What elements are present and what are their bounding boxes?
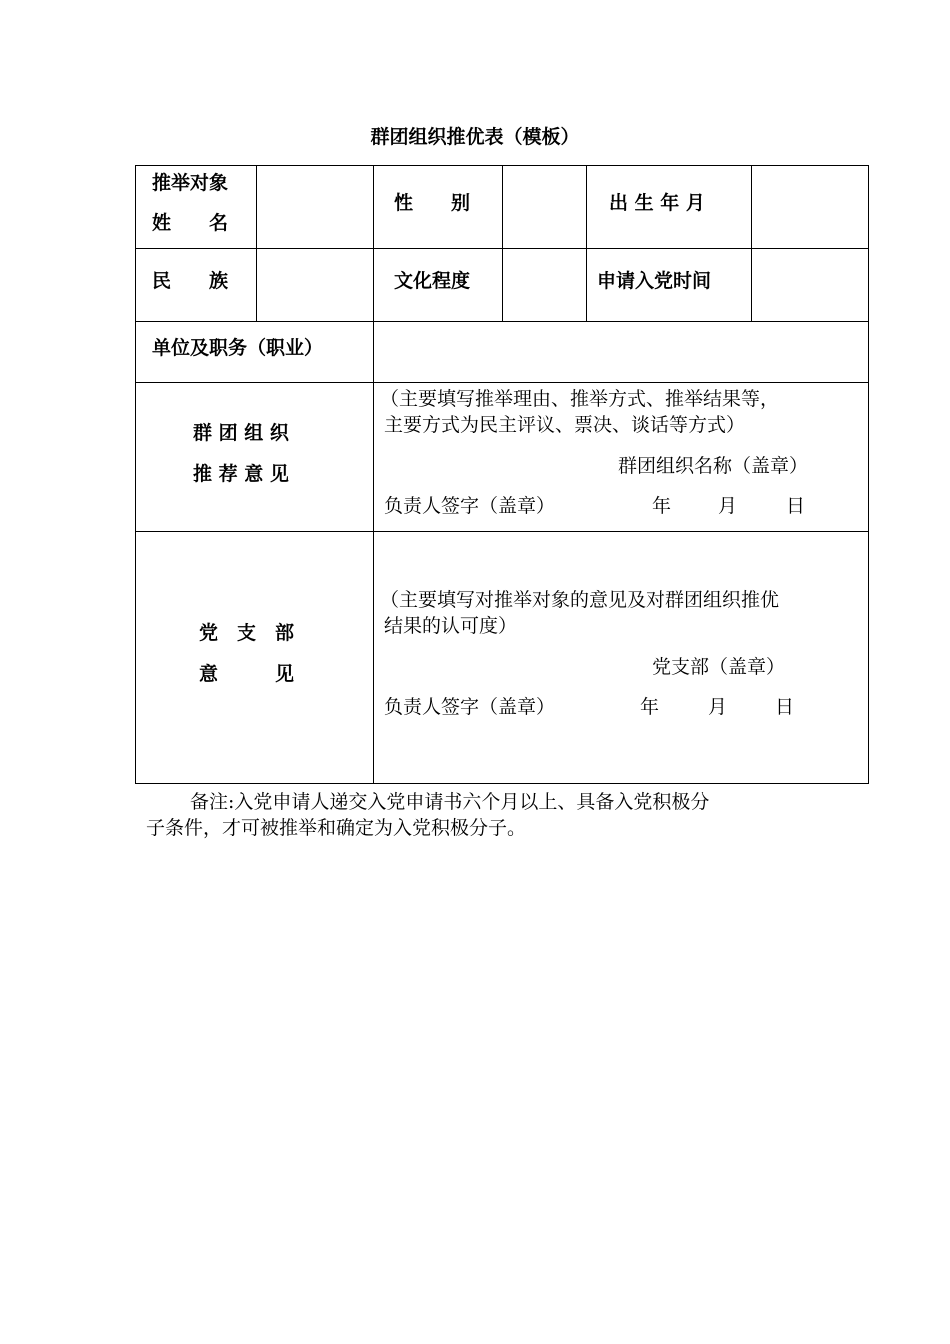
- group-year-label: 年: [652, 495, 672, 517]
- group-opinion-instruction-line1: （主要填写推举理由、推举方式、推举结果等，: [380, 388, 780, 410]
- name-label-line1: 推举对象: [152, 172, 229, 194]
- apply-time-value-field[interactable]: [752, 249, 868, 321]
- birth-date-label: 出 生 年 月: [609, 192, 705, 214]
- note-line2: 子条件，才可被推举和确定为入党积极分子。: [146, 817, 527, 839]
- education-label: 文化程度: [394, 270, 471, 292]
- branch-opinion-label-line2: 意 见: [199, 663, 295, 685]
- group-opinion-label-line1: 群 团 组 织: [193, 422, 289, 444]
- ethnic-label: 民 族: [152, 270, 229, 292]
- unit-position-label: 单位及职务（职业）: [152, 337, 324, 359]
- gender-label: 性 别: [394, 192, 471, 214]
- branch-signature-label: 负责人签字（盖章）: [384, 696, 556, 718]
- gender-value-field[interactable]: [503, 166, 585, 248]
- recommendation-form-table: [135, 165, 869, 784]
- row-divider: [136, 531, 868, 532]
- group-month-label: 月: [718, 495, 738, 517]
- group-day-label: 日: [786, 495, 806, 517]
- name-value-field[interactable]: [257, 166, 372, 248]
- branch-year-label: 年: [640, 696, 660, 718]
- education-value-field[interactable]: [503, 249, 585, 321]
- form-title: 群团组织推优表（模板）: [370, 126, 580, 148]
- branch-month-label: 月: [708, 696, 728, 718]
- unit-position-value-field[interactable]: [374, 322, 868, 382]
- group-org-seal-label: 群团组织名称（盖章）: [618, 455, 809, 477]
- apply-time-label: 申请入党时间: [597, 270, 712, 292]
- column-divider: [586, 166, 587, 321]
- branch-opinion-instruction-line1: （主要填写对推举对象的意见及对群团组织推优: [380, 589, 780, 611]
- group-signature-label: 负责人签字（盖章）: [384, 495, 556, 517]
- branch-opinion-label-line1: 党 支 部: [199, 622, 295, 644]
- group-opinion-label-line2: 推 荐 意 见: [193, 463, 289, 485]
- branch-opinion-instruction-line2: 结果的认可度）: [384, 615, 518, 637]
- note-line1: 备注:入党申请人递交入党申请书六个月以上、具备入党积极分: [190, 791, 710, 813]
- ethnic-value-field[interactable]: [257, 249, 372, 321]
- birth-date-value-field[interactable]: [752, 166, 868, 248]
- group-opinion-instruction-line2: 主要方式为民主评议、票决、谈话等方式）: [384, 414, 746, 436]
- row-divider: [136, 382, 868, 383]
- branch-seal-label: 党支部（盖章）: [652, 656, 786, 678]
- branch-day-label: 日: [775, 696, 795, 718]
- column-divider: [373, 166, 374, 783]
- name-label-line2: 姓 名: [152, 212, 229, 234]
